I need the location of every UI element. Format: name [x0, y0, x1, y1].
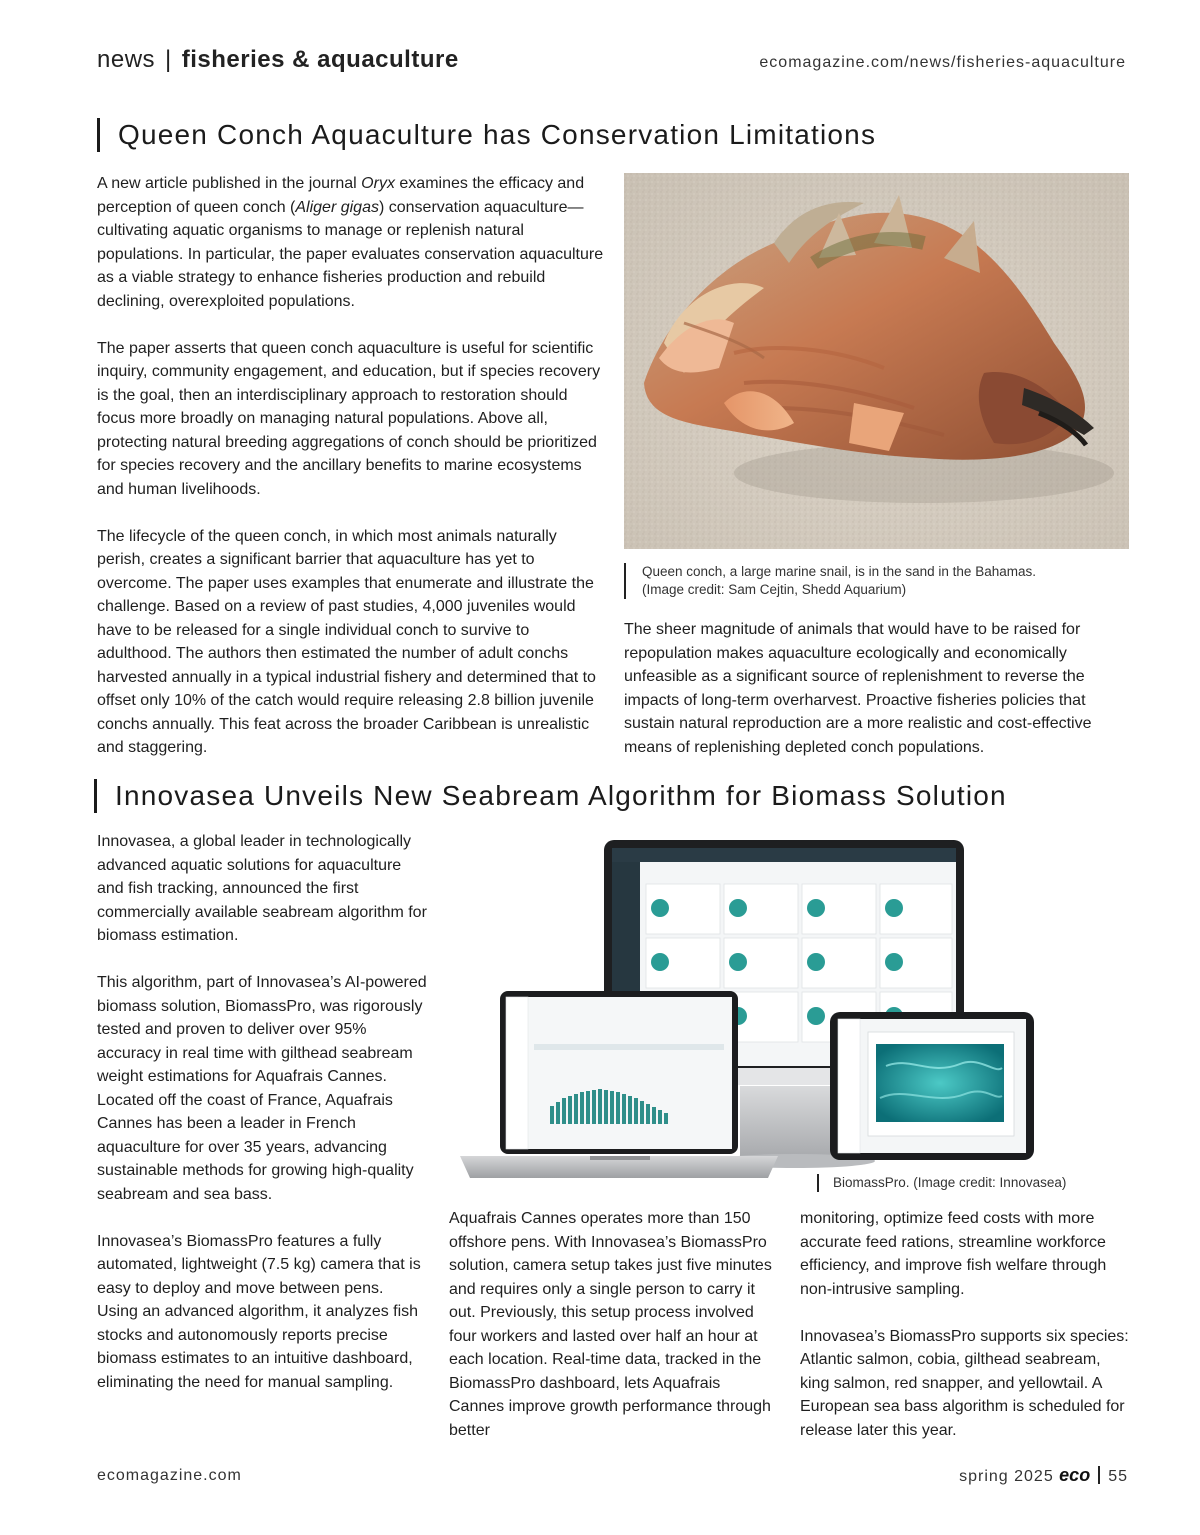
page-number: 55: [1108, 1468, 1128, 1485]
paragraph: This algorithm, part of Innovasea’s AI-powered biomass solution, BiomassPro, was rigorously tested and proven to deliver over 95% accuracy in real time with gilthead seabream weight estimations for Aquafrais Cannes. Located off the coast of France, Aquafrais Cannes has been a leader in French aquaculture for over 35 years, advancing sustainable methods for growing high-quality seabream and sea bass.: [97, 974, 427, 1203]
paragraph: The lifecycle of the queen conch, in which most animals naturally perish, creates a significant barrier that aquaculture has yet to overcome. The paper uses examples that enumerate and illustrate the challenge. Based on a review of past studies, 4,000 juveniles would have to be released for a single individual conch to survive to adulthood. The authors then estimated the number of adult conchs harvested annually in a typical industrial fishery and determined that to offset only 10% of the catch would require releasing 2.8 billion juvenile conchs annually. This feat across the broader Caribbean is unrealistic and staggering.: [97, 527, 596, 756]
eco-logo: eco: [1059, 1465, 1091, 1485]
paragraph: monitoring, optimize feed costs with more accurate feed rations, streamline workforce efficiency, and improve fish welfare through non-intrusive sampling.: [800, 1210, 1107, 1298]
paragraph: Innovasea’s BiomassPro supports six species: Atlantic salmon, cobia, gilthead seabream, king salmon, red snapper, and yellowtail. A European sea bass algorithm is scheduled for release later this year.: [800, 1327, 1129, 1439]
issue-label: spring 2025: [959, 1468, 1054, 1485]
queen-conch-photo: [624, 173, 1129, 549]
paragraph: Aquafrais Cannes operates more than 150 offshore pens. With Innovasea’s BiomassPro solution, camera setup takes just five minutes and requires only a single person to carry it out. Previously, this setup process involved four workers and lasted over half an hour at each location. Real-time data, tracked in the BiomassPro dashboard, lets Aquafrais Cannes improve growth performance through better: [449, 1210, 772, 1439]
paragraph: A new article published in the journal Oryx examines the efficacy and perception of queen conch (Aliger gigas) conservation aquaculture—cultivating aquatic organisms to manage or replenish natural populations. In particular, the paper evaluates conservation aquaculture as a viable strategy to enhance fisheries production and rebuild declining, overexploited populations.: [97, 175, 604, 310]
article-innovasea-left-column: [97, 830, 427, 1394]
paragraph: Innovasea’s BiomassPro features a fully automated, lightweight (7.5 kg) camera that is easy to deploy and move between pens. Using an advanced algorithm, it analyzes fish stocks and autonomously reports precise biomass estimates to an intuitive dashboard, eliminating the need for manual sampling.: [97, 1232, 421, 1391]
section-label: news: [97, 46, 156, 73]
footer-issue-info: [959, 1465, 1128, 1486]
article-innovasea-middle-column: [449, 1207, 779, 1442]
paragraph: Innovasea, a global leader in technologically advanced aquatic solutions for aquaculture and fish tracking, announced the first commercially available seabream algorithm for biomass estimation.: [97, 833, 427, 944]
photo-caption-conch: Queen conch, a large marine snail, is in the sand in the Bahamas. (Image credit: Sam Cejtin, Shedd Aquarium): [624, 563, 1062, 599]
header-url[interactable]: ecomagazine.com/news/fisheries-aquaculture: [759, 54, 1126, 71]
section-header: [97, 46, 459, 74]
header-divider: |: [165, 46, 172, 73]
article-conch-left-column: [97, 172, 605, 760]
paragraph: The paper asserts that queen conch aquaculture is useful for scientific inquiry, community engagement, and education, but if species recovery is the goal, then an interdisciplinary approach to restoration should focus more broadly on managing natural populations. Above all, protecting natural breeding aggregations of conch should be prioritized for species recovery and the ancillary benefits to marine ecosystems and human livelihoods.: [97, 339, 601, 498]
paragraph: The sheer magnitude of animals that would have to be raised for repopulation makes aquaculture ecologically and economically unfeasible as a significant source of replenishment to reverse the impacts of long-term overharvest. Proactive fisheries policies that sustain natural reproduction are a more realistic and cost-effective means of replenishing depleted conch populations.: [624, 621, 1092, 756]
footer-site[interactable]: ecomagazine.com: [97, 1467, 242, 1484]
article-title-innovasea: Innovasea Unveils New Seabream Algorithm for Biomass Solution: [94, 779, 1007, 813]
footer-divider: [1098, 1466, 1100, 1484]
article-innovasea-right-column: [800, 1207, 1130, 1442]
photo-caption-biomasspro: BiomassPro. (Image credit: Innovasea): [817, 1174, 1113, 1192]
article-conch-right-column: [624, 618, 1130, 759]
category-label[interactable]: fisheries & aquaculture: [181, 46, 459, 73]
biomasspro-devices-image: [440, 836, 1092, 1192]
article-title-conch: Queen Conch Aquaculture has Conservation Limitations: [97, 118, 876, 152]
